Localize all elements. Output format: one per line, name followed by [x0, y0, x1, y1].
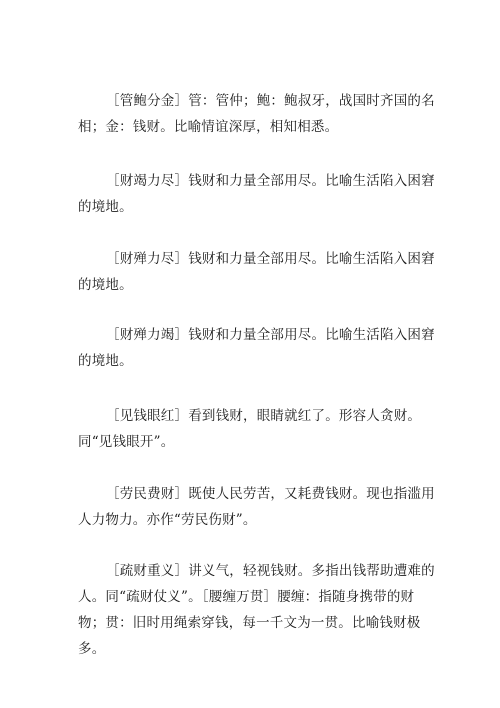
idiom-entry: [78, 558, 438, 662]
entry-text: ［财殚力尽］钱财和力量全部用尽。比喻生活陷入困窘的境地。: [78, 251, 435, 293]
idiom-entry: [78, 246, 438, 298]
entry-text: ［劳民费财］既使人民劳苦，又耗费钱财。现也指滥用人力物力。亦作“劳民伤财”。: [78, 486, 435, 528]
idiom-entry: [78, 168, 438, 220]
entry-text: ［财竭力尽］钱财和力量全部用尽。比喻生活陷入困窘的境地。: [78, 173, 435, 215]
idiom-entry: [78, 322, 438, 374]
entry-text: ［疏财重义］讲义气，轻视钱财。多指出钱帮助遭难的人。同“疏财仗义”。［腰缠万贯］腰缠：指随身携带的财物；贯：旧时用绳索穿钱，每一千文为一贯。比喻钱财极多。: [78, 563, 435, 657]
entry-text: ［管鲍分金］管：管仲；鲍：鲍叔牙，战国时齐国的名相；金：钱财。比喻情谊深厚，相知相悉。: [78, 93, 435, 135]
entry-text: ［财殚力竭］钱财和力量全部用尽。比喻生活陷入困窘的境地。: [78, 327, 435, 369]
idiom-entry: [78, 481, 438, 533]
idiom-entry: [78, 88, 438, 140]
idiom-entry: [78, 403, 438, 455]
entry-text: ［见钱眼红］看到钱财，眼睛就红了。形容人贪财。同“见钱眼开”。: [78, 408, 422, 450]
